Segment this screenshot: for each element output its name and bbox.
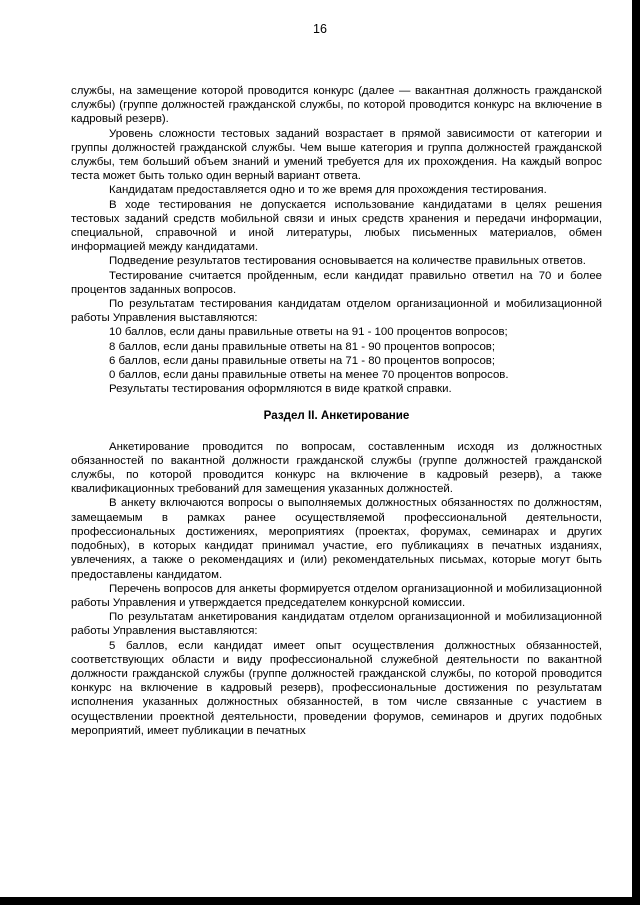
paragraph: Подведение результатов тестирования основывается на количестве правильных ответов. <box>109 255 586 268</box>
paragraph: По результатам анкетирования кандидатам отделом организационной и мобилизационной работы Управления выставляются: <box>71 611 602 638</box>
paragraph: Уровень сложности тестовых заданий возрастает в прямой зависимости от категории и группы должностей гражданской службы. Чем выше категория и группа должностей гражданской службы, тем больший объем знаний и умений требуется для их прохождения. На каждый вопрос теста может быть только один верный вариант ответа. <box>71 127 602 183</box>
list-item: 10 баллов, если даны правильные ответы на 91 - 100 процентов вопросов; <box>109 326 508 339</box>
paragraph: В анкету включаются вопросы о выполняемых должностных обязанностях по должностям, замещаемым в рамках ранее осуществляемой профессиональной деятельности, профессиональных достижениях, мероприятиях (проектах, форумах, семинарах и других подобных), в которых кандидат принимал участие, его публикациях в печатных изданиях, увлечениях, а также о рекомендациях и (или) рекомендательных письмах, которые могут быть предоставлены кандидатом. <box>71 497 602 581</box>
paragraph: В ходе тестирования не допускается использование кандидатами в целях решения тестовых заданий средств мобильной связи и иных средств хранения и передачи информации, специальной, справочной и иной литературы, любых письменных материалов, обмен информацией между кандидатами. <box>71 198 602 254</box>
paragraph: По результатам тестирования кандидатам отделом организационной и мобилизационной работы Управления выставляются: <box>71 298 602 325</box>
list-item: 8 баллов, если даны правильные ответы на 81 - 90 процентов вопросов; <box>109 340 496 353</box>
paragraph: Результаты тестирования оформляются в виде краткой справки. <box>109 383 452 396</box>
list-item: 0 баллов, если даны правильные ответы на менее 70 процентов вопросов. <box>109 369 509 382</box>
page-edge-bottom <box>0 897 640 905</box>
paragraph: Анкетирование проводится по вопросам, составленным исходя из должностных обязанностей по вакантной должности гражданской службы (группе должностей гражданской службы, по которой проводится конкурс на включение в кадровый резерв), а также квалификационных требований для замещения указанных должностей. <box>71 440 602 496</box>
list-item: 6 баллов, если даны правильные ответы на 71 - 80 процентов вопросов; <box>109 354 496 367</box>
paragraph: службы, на замещение которой проводится конкурс (далее — вакантная должность гражданской службы) (группе должностей гражданской службы, по которой проводится конкурс на включение в кадровый резерв). <box>71 85 602 126</box>
paragraph: Кандидатам предоставляется одно и то же время для прохождения тестирования. <box>109 184 547 197</box>
section-heading: Раздел II. Анкетирование <box>263 409 410 423</box>
paragraph: 5 баллов, если кандидат имеет опыт осуществления должностных обязанностей, соответствующих области и виду профессиональной служебной деятельности по вакантной должности гражданской службы (группе должностей гражданской службы, по которой проводится конкурс на включение в кадровый резерв), профессиональные достижения по результатам исполнения указанных должностных обязанностей, в том числе связанные с участием в осуществлении проектной деятельности, проведении форумов, семинаров и других подобных мероприятий, имеет публикации в печатных <box>71 639 602 737</box>
paragraph: Тестирование считается пройденным, если кандидат правильно ответил на 70 и более процентов заданных вопросов. <box>71 269 602 296</box>
paragraph: Перечень вопросов для анкеты формируется отделом организационной и мобилизационной работы Управления и утверждается председателем конкурсной комиссии. <box>71 582 602 609</box>
document-body <box>71 84 602 738</box>
page-edge-right <box>632 0 640 905</box>
page-number: 16 <box>313 22 327 36</box>
